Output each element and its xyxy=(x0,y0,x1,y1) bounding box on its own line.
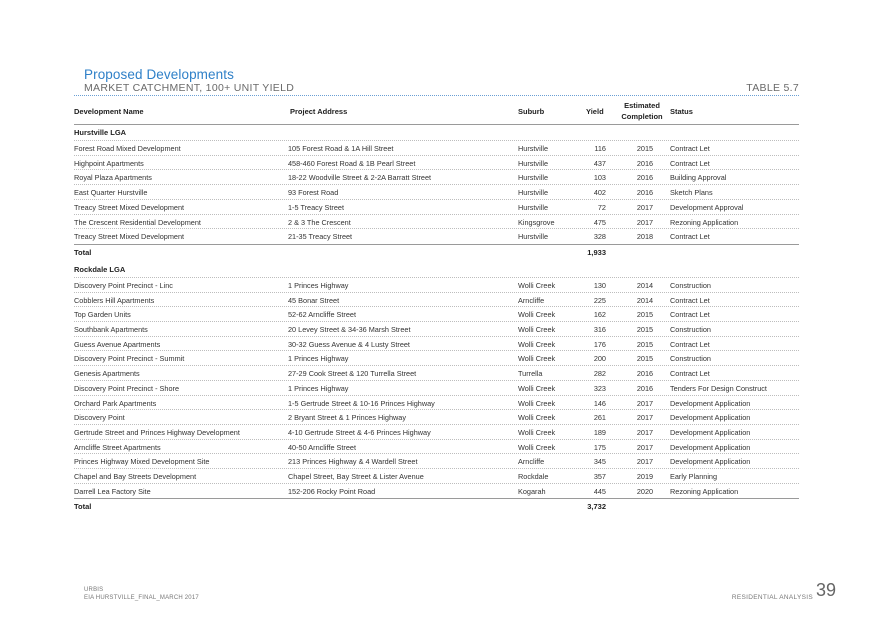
cell-status: Rezoning Application xyxy=(670,486,739,496)
cell-completion: 2017 xyxy=(636,217,654,227)
cell-yield: 225 xyxy=(593,295,606,305)
cell-suburb: Kingsgrove xyxy=(518,217,555,227)
cell-name: Royal Plaza Apartments xyxy=(74,173,152,183)
col-header-completion-line2: Completion xyxy=(621,112,663,121)
total-row xyxy=(74,244,799,258)
table-row xyxy=(74,439,799,454)
cell-status: Contract Let xyxy=(670,295,710,305)
cell-completion: 2016 xyxy=(636,173,654,183)
cell-name: Chapel and Bay Streets Development xyxy=(74,472,197,481)
cell-status: Early Planning xyxy=(670,472,718,481)
cell-completion: 2019 xyxy=(636,472,654,481)
table-row xyxy=(74,468,799,483)
table-row xyxy=(74,228,799,243)
cell-suburb: Wolli Creek xyxy=(518,310,556,320)
cell-completion: 2014 xyxy=(636,295,654,305)
cell-completion: 2015 xyxy=(636,144,654,153)
cell-suburb: Turrella xyxy=(518,369,543,379)
cell-name: Top Garden Units xyxy=(74,310,131,320)
cell-suburb: Wolli Creek xyxy=(518,280,556,290)
cell-address: 105 Forest Road & 1A Hill Street xyxy=(288,144,394,153)
col-header-status: Status xyxy=(670,106,693,116)
cell-suburb: Hurstville xyxy=(518,158,549,168)
col-header-suburb: Suburb xyxy=(518,106,545,116)
cell-status: Building Approval xyxy=(670,173,727,183)
cell-name: Discovery Point Precinct - Linc xyxy=(74,280,173,290)
cell-address: 20 Levey Street & 34-36 Marsh Street xyxy=(288,325,411,334)
cell-completion: 2017 xyxy=(636,202,654,212)
cell-name: The Crescent Residential Development xyxy=(74,217,201,227)
cell-address: 40-50 Arncliffe Street xyxy=(288,442,357,452)
cell-name: Princes Highway Mixed Development Site xyxy=(74,457,210,467)
col-header-name: Development Name xyxy=(74,106,144,116)
cell-address: 2 Bryant Street & 1 Princes Highway xyxy=(288,413,407,423)
cell-status: Rezoning Application xyxy=(670,217,739,227)
table-label: TABLE 5.7 xyxy=(746,82,799,94)
cell-completion: 2017 xyxy=(636,398,654,408)
cell-completion: 2015 xyxy=(636,325,654,334)
cell-yield: 116 xyxy=(594,144,606,153)
cell-suburb: Hurstville xyxy=(518,188,549,198)
cell-completion: 2018 xyxy=(636,232,654,242)
cell-status: Contract Let xyxy=(670,144,710,153)
total-value: 3,732 xyxy=(587,502,606,512)
cell-name: Cobblers Hill Apartments xyxy=(74,295,155,305)
table-row xyxy=(74,155,799,170)
cell-suburb: Wolli Creek xyxy=(518,383,556,393)
col-header-completion-line1: Estimated xyxy=(624,101,660,110)
cell-suburb: Wolli Creek xyxy=(518,339,556,349)
cell-address: 52-62 Arncliffe Street xyxy=(288,310,357,320)
cell-yield: 323 xyxy=(593,383,606,393)
cell-yield: 437 xyxy=(593,158,606,168)
cell-yield: 146 xyxy=(593,398,606,408)
cell-completion: 2015 xyxy=(636,354,654,364)
total-label: Total xyxy=(74,247,92,257)
cell-suburb: Wolli Creek xyxy=(518,354,556,364)
cell-suburb: Arncliffe xyxy=(518,457,545,467)
cell-suburb: Arncliffe xyxy=(518,295,545,305)
cell-name: Genesis Apartments xyxy=(74,369,140,379)
cell-suburb: Rockdale xyxy=(518,472,549,481)
cell-completion: 2016 xyxy=(636,158,654,168)
cell-address: 18-22 Woodville Street & 2-2A Barratt Street xyxy=(288,173,432,183)
cell-address: 1 Princes Highway xyxy=(288,383,349,393)
cell-name: Forest Road Mixed Development xyxy=(74,144,181,153)
cell-yield: 475 xyxy=(593,217,606,227)
cell-address: 213 Princes Highway & 4 Wardell Street xyxy=(288,457,418,467)
section-title: Hurstville LGA xyxy=(74,128,127,137)
cell-status: Construction xyxy=(670,354,711,364)
table-row xyxy=(74,169,799,184)
cell-suburb: Hurstville xyxy=(518,202,549,212)
footer-company: URBIS xyxy=(84,587,104,593)
cell-name: East Quarter Hurstville xyxy=(74,188,148,198)
cell-completion: 2020 xyxy=(636,486,654,496)
cell-yield: 261 xyxy=(593,413,606,423)
cell-yield: 445 xyxy=(593,486,606,496)
cell-address: 21-35 Treacy Street xyxy=(288,232,353,242)
cell-address: Chapel Street, Bay Street & Lister Avenue xyxy=(288,472,424,481)
table-row xyxy=(74,184,799,199)
cell-name: Highpoint Apartments xyxy=(74,158,144,168)
cell-name: Southbank Apartments xyxy=(74,325,148,334)
footer-file: EIA HURSTVILLE_FINAL_MARCH 2017 xyxy=(84,595,199,601)
cell-address: 4-10 Gertrude Street & 4-6 Princes Highway xyxy=(288,427,431,437)
cell-name: Discovery Point Precinct - Shore xyxy=(74,383,180,393)
cell-status: Contract Let xyxy=(670,339,710,349)
cell-address: 1 Princes Highway xyxy=(288,354,349,364)
cell-completion: 2015 xyxy=(636,339,654,349)
table-row xyxy=(74,277,799,292)
cell-suburb: Kogarah xyxy=(518,486,546,496)
page-subtitle: MARKET CATCHMENT, 100+ UNIT YIELD xyxy=(84,82,295,94)
cell-suburb: Wolli Creek xyxy=(518,413,556,423)
cell-name: Discovery Point xyxy=(74,413,125,423)
cell-suburb: Hurstville xyxy=(518,173,549,183)
table-row xyxy=(74,380,799,395)
cell-name: Discovery Point Precinct - Summit xyxy=(74,354,185,364)
cell-yield: 402 xyxy=(593,188,606,198)
cell-address: 45 Bonar Street xyxy=(288,295,340,305)
total-value: 1,933 xyxy=(587,247,606,257)
table-row xyxy=(74,453,799,468)
cell-yield: 130 xyxy=(593,280,606,290)
total-row xyxy=(74,498,799,512)
cell-suburb: Wolli Creek xyxy=(518,325,556,334)
cell-suburb: Wolli Creek xyxy=(518,398,556,408)
cell-status: Construction xyxy=(670,280,711,290)
cell-status: Contract Let xyxy=(670,232,710,242)
cell-yield: 72 xyxy=(597,202,606,212)
table-row xyxy=(74,214,799,229)
header-divider xyxy=(74,124,799,125)
cell-address: 27-29 Cook Street & 120 Turrella Street xyxy=(288,369,417,379)
cell-status: Construction xyxy=(670,325,711,334)
cell-yield: 103 xyxy=(593,173,606,183)
cell-completion: 2017 xyxy=(636,427,654,437)
cell-status: Contract Let xyxy=(670,310,710,320)
cell-yield: 200 xyxy=(593,354,606,364)
table-row xyxy=(74,306,799,321)
cell-completion: 2017 xyxy=(636,457,654,467)
cell-completion: 2014 xyxy=(636,280,654,290)
cell-yield: 162 xyxy=(593,310,606,320)
cell-address: 2 & 3 The Crescent xyxy=(288,217,351,227)
cell-yield: 316 xyxy=(593,325,606,334)
cell-status: Contract Let xyxy=(670,158,710,168)
cell-name: Arncliffe Street Apartments xyxy=(74,442,161,452)
footer-section: RESIDENTIAL ANALYSIS xyxy=(731,594,813,601)
cell-completion: 2015 xyxy=(636,310,654,320)
cell-address: 1 Princes Highway xyxy=(288,280,349,290)
cell-yield: 345 xyxy=(593,457,606,467)
cell-suburb: Wolli Creek xyxy=(518,427,556,437)
section-title: Rockdale LGA xyxy=(74,264,126,274)
cell-yield: 175 xyxy=(593,442,606,452)
cell-completion: 2017 xyxy=(636,413,654,423)
page-number: 39 xyxy=(815,580,836,600)
table-row xyxy=(74,350,799,365)
cell-status: Sketch Plans xyxy=(670,188,713,198)
title-divider xyxy=(74,95,799,96)
cell-yield: 328 xyxy=(593,232,606,242)
cell-address: 1-5 Treacy Street xyxy=(288,202,344,212)
cell-name: Treacy Street Mixed Development xyxy=(74,232,185,242)
cell-status: Development Application xyxy=(670,398,751,408)
cell-completion: 2016 xyxy=(636,188,654,198)
cell-yield: 176 xyxy=(593,339,606,349)
footer-right xyxy=(732,580,836,601)
table-row xyxy=(74,336,799,351)
cell-completion: 2016 xyxy=(636,369,654,379)
table-row xyxy=(74,365,799,380)
table-row xyxy=(74,395,799,410)
cell-suburb: Hurstville xyxy=(518,232,549,242)
col-header-address: Project Address xyxy=(290,106,348,116)
cell-status: Development Application xyxy=(670,413,751,423)
cell-completion: 2016 xyxy=(636,383,654,393)
table-row xyxy=(74,321,799,336)
cell-status: Development Application xyxy=(670,442,751,452)
cell-address: 30-32 Guess Avenue & 4 Lusty Street xyxy=(288,339,410,349)
table-row xyxy=(74,292,799,307)
footer-left xyxy=(84,586,199,602)
cell-status: Development Application xyxy=(670,427,751,437)
cell-status: Development Approval xyxy=(670,202,744,212)
col-header-yield: Yield xyxy=(586,106,604,116)
cell-address: 93 Forest Road xyxy=(288,188,339,198)
cell-name: Darrell Lea Factory Site xyxy=(74,486,151,496)
cell-suburb: Hurstville xyxy=(518,144,549,153)
cell-status: Development Application xyxy=(670,457,751,467)
cell-suburb: Wolli Creek xyxy=(518,442,556,452)
cell-status: Tenders For Design Construct xyxy=(670,383,767,393)
cell-status: Contract Let xyxy=(670,369,710,379)
page-title: Proposed Developments xyxy=(84,67,234,82)
cell-yield: 189 xyxy=(593,427,606,437)
col-header-completion xyxy=(618,100,666,122)
cell-name: Guess Avenue Apartments xyxy=(74,339,161,349)
table-row xyxy=(74,409,799,424)
cell-yield: 282 xyxy=(593,369,606,379)
table-row xyxy=(74,140,799,155)
total-label: Total xyxy=(74,502,92,512)
cell-yield: 357 xyxy=(593,472,606,481)
table-row xyxy=(74,483,799,498)
cell-name: Orchard Park Apartments xyxy=(74,398,157,408)
table-row xyxy=(74,199,799,214)
cell-name: Gertrude Street and Princes Highway Development xyxy=(74,427,240,437)
cell-name: Treacy Street Mixed Development xyxy=(74,202,185,212)
cell-address: 152-206 Rocky Point Road xyxy=(288,486,376,496)
cell-completion: 2017 xyxy=(636,442,654,452)
cell-address: 458-460 Forest Road & 1B Pearl Street xyxy=(288,158,416,168)
table-row xyxy=(74,424,799,439)
cell-address: 1-5 Gertrude Street & 10-16 Princes Highway xyxy=(288,398,435,408)
